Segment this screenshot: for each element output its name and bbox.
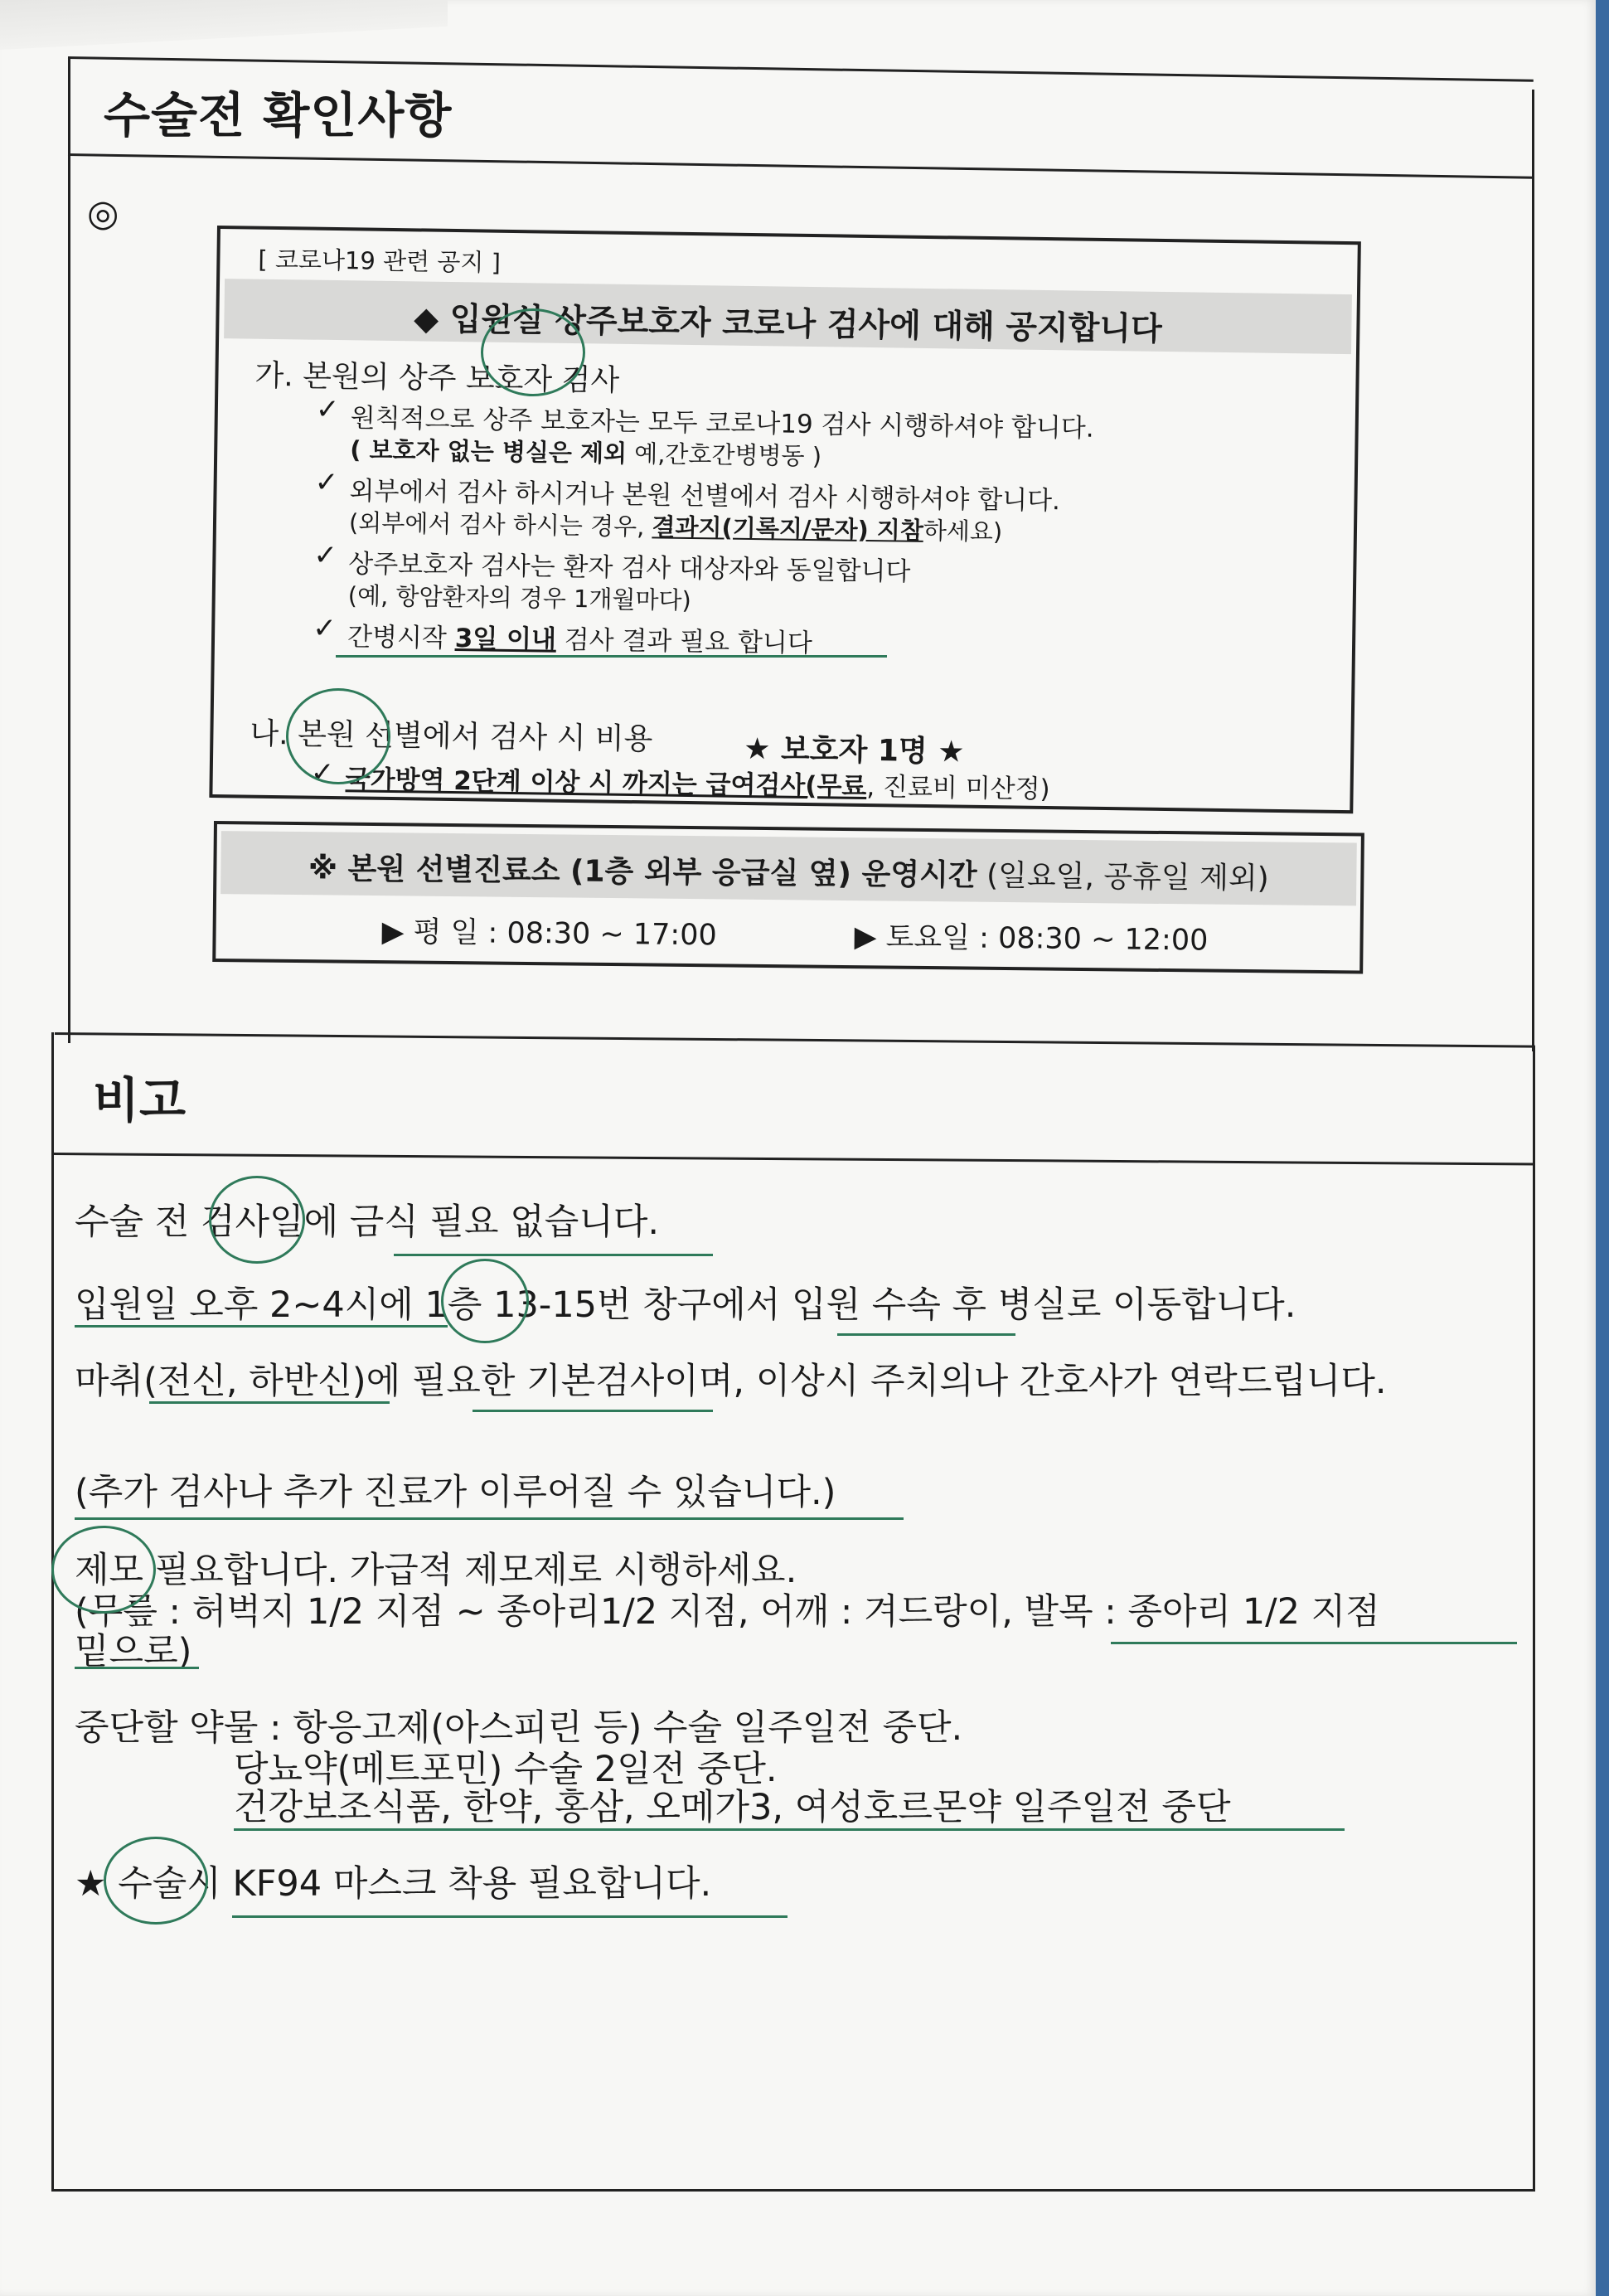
frame-right-bottom (1533, 1046, 1535, 2191)
item-a3-note: (예, 항암환자의 경우 1개월마다) (347, 581, 692, 615)
remarks-title: 비고 (93, 1072, 187, 1129)
item-a2-note-post: 하세요) (923, 516, 1003, 546)
pen-underline (75, 1667, 199, 1669)
check-icon: ✓ (310, 755, 335, 790)
item-a2-note-bold: 결과지(기록지/문자) 지참 (652, 512, 924, 545)
section-b-heading: 나. 본원 선별에서 검사 시 비용 (250, 716, 653, 757)
item-a4 (347, 615, 812, 659)
item-a2-note-pre: (외부에서 검사 하시는 경우, (348, 508, 652, 541)
clinic-hours-box (212, 821, 1364, 974)
check-icon: ✓ (313, 538, 338, 573)
saturday-hours: ▶ 토요일 : 08:30 ~ 12:00 (854, 920, 1209, 958)
remark-line: (무릎 : 허벅지 1/2 지점 ~ 종아리1/2 지점, 어깨 : 겨드랑이, 발목 : 종아리 1/2 지점 (75, 1591, 1380, 1633)
pen-underline (394, 1254, 713, 1256)
pen-circle-mark (51, 1526, 156, 1614)
item-a1-note-rest: 예,간호간병병동 ) (626, 439, 822, 471)
remark-line: 수술 전 검사일에 금식 필요 없습니다. (75, 1201, 660, 1243)
frame-left-bottom (51, 1032, 54, 2189)
hours-heading-bold: ※ 본원 선별진료소 (1층 외부 응급실 옆) 운영시간 (308, 852, 977, 893)
item-a1-note-bold: ( 보호자 없는 병실은 제외 (350, 435, 628, 468)
target-mark-icon: ◎ (87, 192, 119, 235)
remark-line: 중단할 약물 : 항응고제(아스피린 등) 수술 일주일전 중단. (75, 1707, 963, 1749)
item-a1-note (350, 431, 821, 472)
pen-underline (149, 1401, 390, 1404)
pen-circle-mark (441, 1259, 529, 1343)
check-icon: ✓ (315, 392, 340, 427)
remark-line: (추가 검사나 추가 진료가 이루어질 수 있습니다.) (75, 1472, 836, 1513)
remark-line: 마취(전신, 하반신)에 필요한 기본검사이며, 이상시 주치의나 간호사가 연락드립니다. (75, 1361, 1387, 1402)
remark-line: 제모 필요합니다. 가급적 제모제로 시행하세요. (75, 1550, 797, 1591)
pen-underline (75, 1517, 904, 1520)
title-divider (68, 153, 1534, 179)
pen-underline (336, 655, 887, 658)
frame-right-top (1532, 90, 1534, 1051)
item-a1: 원칙적으로 상주 보호자는 모두 코로나19 검사 시행하셔야 합니다. (350, 403, 1094, 444)
frame-bottom (51, 2189, 1535, 2192)
pen-underline (75, 1325, 448, 1328)
pen-underline (473, 1410, 713, 1412)
section-a-heading: 가. 본원의 상주 보호자 검사 (254, 358, 620, 398)
item-b1-rest: , 진료비 미산정) (866, 772, 1050, 805)
remarks-divider (53, 1153, 1535, 1165)
check-icon: ✓ (314, 465, 339, 500)
page-title: 수술전 확인사항 (104, 87, 453, 143)
remark-line: 밑으로) (75, 1631, 192, 1672)
notice-headline: ◆ 입원실 상주보호자 코로나 검사에 대해 공지합니다 (413, 300, 1162, 348)
frame-left-top (68, 56, 70, 1043)
pen-underline (234, 1828, 1345, 1831)
pen-underline (1111, 1642, 1517, 1644)
pen-underline (232, 1915, 788, 1918)
remark-line: 건강보조식품, 한약, 홍삼, 오메가3, 여성호르몬약 일주일전 중단 (234, 1787, 1231, 1828)
item-a3: 상주보호자 검사는 환자 검사 대상자와 동일합니다 (348, 549, 911, 587)
pen-circle-mark (286, 688, 390, 784)
weekday-hours: ▶ 평 일 : 08:30 ~ 17:00 (381, 915, 717, 953)
item-a4-bold: 3일 이내 (454, 624, 557, 655)
section-divider (55, 1032, 1535, 1048)
remark-line: ★ 수술시 KF94 마스크 착용 필요합니다. (75, 1863, 712, 1905)
item-a4-post: 검사 결과 필요 합니다 (555, 624, 813, 659)
remark-line: 입원일 오후 2~4시에 1층 13-15번 창구에서 입원 수속 후 병실로 이동합니다. (75, 1284, 1296, 1326)
pen-circle-mark (104, 1837, 208, 1925)
remark-line: 당뇨약(메트포민) 수술 2일전 중단. (234, 1749, 778, 1790)
pen-circle-mark (209, 1176, 305, 1264)
pen-circle-mark (481, 308, 585, 396)
check-icon: ✓ (312, 611, 337, 646)
notice-tag: [ 코로나19 관련 공지 ] (253, 241, 506, 279)
guardian-note: ★ 보호자 1명 ★ (743, 731, 965, 769)
item-a2: 외부에서 검사 하시거나 본원 선별에서 검사 시행하셔야 합니다. (349, 476, 1061, 517)
item-a4-pre: 간병시작 (347, 622, 455, 654)
item-b1-bold: 국가방역 2단계 이상 시 까지는 급여검사(무료 (345, 765, 867, 803)
hours-heading-rest: (일요일, 공휴일 제외) (977, 858, 1269, 896)
folded-page-corner (0, 0, 448, 50)
pen-underline (837, 1333, 1015, 1336)
